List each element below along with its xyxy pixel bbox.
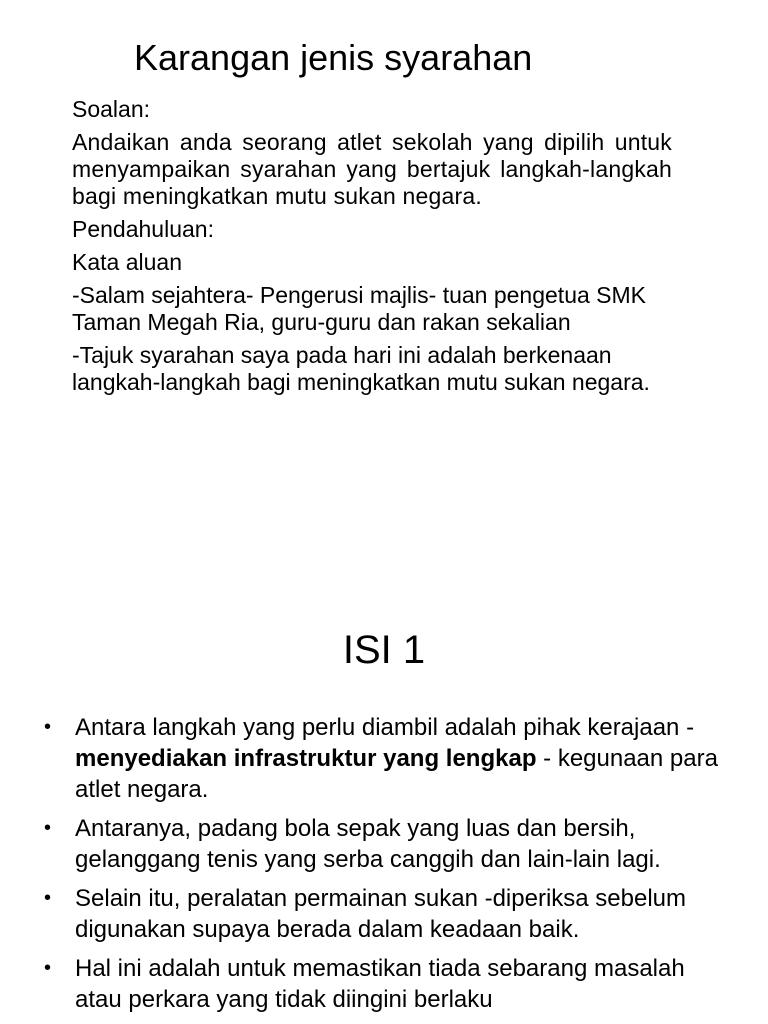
bullet-icon: • bbox=[44, 887, 52, 909]
slide-2 bbox=[0, 600, 768, 1024]
bullet-text: Selain itu, peralatan permainan sukan -diperiksa sebelum digunakan supaya berada dalam keadaan baik. bbox=[75, 885, 687, 943]
bullet-item bbox=[44, 953, 724, 1015]
soalan-label: Soalan: bbox=[72, 96, 151, 122]
bullet-item bbox=[44, 712, 724, 805]
bullet-text: Antaranya, padang bola sepak yang luas dan bersih, gelanggang tenis yang serba canggih dan lain-lain lagi. bbox=[75, 815, 661, 873]
bullet-text-end: - kegunaan para atlet negara. bbox=[75, 745, 718, 803]
pendahuluan-label: Pendahuluan: bbox=[72, 216, 214, 242]
slide-2-title: ISI 1 bbox=[342, 628, 426, 672]
bullet-text-start: Antara langkah yang perlu diambil adalah pihak kerajaan - bbox=[75, 714, 695, 741]
bullet-icon: • bbox=[44, 957, 52, 979]
bullet-item bbox=[44, 813, 724, 875]
greeting-paragraph: -Salam sejahtera- Pengerusi majlis- tuan pengetua SMK Taman Megah Ria, guru-guru dan rakan sekalian bbox=[72, 282, 647, 335]
bullet-text: Hal ini adalah untuk memastikan tiada sebarang masalah atau perkara yang tidak diingini berlaku bbox=[75, 955, 685, 1013]
slide-1-body bbox=[72, 96, 672, 402]
slide-1-title: Karangan jenis syarahan bbox=[134, 37, 533, 78]
topic-paragraph: -Tajuk syarahan saya pada hari ini adalah berkenaan langkah-langkah bagi meningkatkan mutu sukan negara. bbox=[72, 342, 650, 395]
kata-aluan-label: Kata aluan bbox=[72, 249, 182, 275]
bullet-item bbox=[44, 883, 724, 945]
bullet-text-bold: menyediakan infrastruktur yang lengkap bbox=[75, 745, 537, 772]
question-paragraph: Andaikan anda seorang atlet sekolah yang dipilih untuk menyampaikan syarahan yang bertajuk langkah-langkah bagi meningkatkan mutu sukan negara. bbox=[72, 129, 672, 209]
bullet-icon: • bbox=[44, 817, 52, 839]
bullet-list bbox=[44, 712, 724, 1023]
bullet-icon: • bbox=[44, 716, 52, 738]
